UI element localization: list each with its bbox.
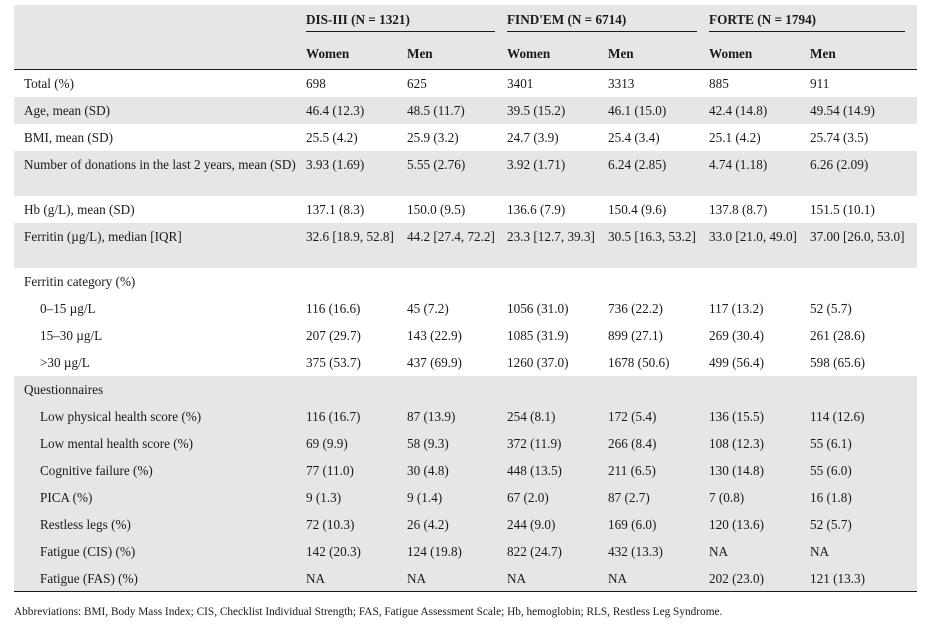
table-cell: 1056 (31.0) — [507, 300, 569, 316]
table-cell: NA — [407, 565, 507, 592]
table-cell — [407, 376, 507, 403]
table-cell: 822 (24.7) — [507, 538, 608, 565]
table-cell: 45 (7.2) — [407, 300, 449, 316]
table-row — [14, 295, 917, 322]
table-cell — [709, 376, 810, 403]
table-cell: 499 (56.4) — [709, 354, 764, 370]
table-row — [14, 430, 917, 457]
table-row — [14, 97, 917, 124]
table-cell: 3401 — [507, 76, 534, 91]
table-cell: 151.5 (10.1) — [810, 201, 875, 217]
row-label: PICA (%) — [14, 484, 306, 511]
table-row — [14, 565, 917, 592]
sex-header: Men — [608, 37, 709, 70]
row-label: Cognitive failure (%) — [14, 457, 306, 484]
table-cell: 55 (6.0) — [810, 457, 917, 484]
table-row — [14, 376, 917, 403]
table-row — [14, 322, 917, 349]
table-cell: 911 — [810, 76, 830, 91]
table-cell: 625 — [407, 76, 427, 91]
table-cell: 7 (0.8) — [709, 484, 810, 511]
table-cell: 254 (8.1) — [507, 403, 608, 430]
table-cell: 116 (16.7) — [306, 403, 407, 430]
header-sex-row — [14, 37, 917, 70]
table-cell: 55 (6.1) — [810, 430, 917, 457]
table-cell: 137.8 (8.7) — [709, 201, 768, 217]
table-cell: 30 (4.8) — [407, 457, 507, 484]
sex-header: Men — [810, 37, 917, 70]
table-cell: 46.4 (12.3) — [306, 97, 407, 124]
table-cell: 25.9 (3.2) — [407, 129, 459, 145]
table-cell: 169 (6.0) — [608, 511, 709, 538]
table-cell: 24.7 (3.9) — [507, 129, 559, 145]
table-cell: 116 (16.6) — [306, 300, 361, 316]
table-row — [14, 511, 917, 538]
table-cell: 211 (6.5) — [608, 457, 709, 484]
table-cell: 136 (15.5) — [709, 403, 810, 430]
table-row — [14, 124, 917, 151]
table-cell: 25.74 (3.5) — [810, 129, 869, 145]
table-cell: 16 (1.8) — [810, 484, 917, 511]
table-cell: 1678 (50.6) — [608, 354, 670, 370]
table-cell: 244 (9.0) — [507, 511, 608, 538]
header-group-row — [14, 5, 917, 37]
table-cell — [407, 268, 507, 295]
table-cell: 30.5 [16.3, 53.2] — [608, 223, 709, 268]
table-cell: NA — [709, 538, 810, 565]
table-cell: 1085 (31.9) — [507, 327, 569, 343]
table-cell: 1260 (37.0) — [507, 354, 569, 370]
table-cell: 58 (9.3) — [407, 430, 507, 457]
table-row — [14, 70, 917, 97]
row-label: Ferritin (µg/L), median [IQR] — [14, 223, 306, 268]
table-cell: 698 — [306, 76, 326, 91]
sex-header: Men — [407, 37, 507, 70]
table-cell: 52 (5.7) — [810, 511, 917, 538]
sex-header: Women — [306, 37, 407, 70]
table-row — [14, 151, 917, 196]
table-cell: 261 (28.6) — [810, 327, 865, 343]
table-cell: 372 (11.9) — [507, 430, 608, 457]
table-cell: 120 (13.6) — [709, 511, 810, 538]
table-cell: 3313 — [608, 76, 635, 91]
table-cell: 32.6 [18.9, 52.8] — [306, 223, 407, 268]
table-cell: 42.4 (14.8) — [709, 97, 810, 124]
table-cell: 3.92 (1.71) — [507, 151, 608, 196]
donor-characteristics-table — [14, 5, 917, 592]
table-cell: 121 (13.3) — [810, 565, 917, 592]
table-row — [14, 223, 917, 268]
table-cell: 136.6 (7.9) — [507, 201, 566, 217]
table-cell: 48.5 (11.7) — [407, 97, 507, 124]
table-cell: 266 (8.4) — [608, 430, 709, 457]
row-label: Fatigue (CIS) (%) — [14, 538, 306, 565]
table-cell: 143 (22.9) — [407, 327, 462, 343]
table-cell: 598 (65.6) — [810, 354, 865, 370]
table-cell: 5.55 (2.76) — [407, 151, 507, 196]
table-row — [14, 457, 917, 484]
table-cell — [810, 376, 917, 403]
sex-header: Women — [507, 37, 608, 70]
table-cell: 77 (11.0) — [306, 457, 407, 484]
row-label: Questionnaires — [14, 376, 306, 403]
table-cell: 67 (2.0) — [507, 484, 608, 511]
table-cell: 26 (4.2) — [407, 511, 507, 538]
table-cell: 202 (23.0) — [709, 565, 810, 592]
table-cell: 87 (13.9) — [407, 403, 507, 430]
group-header-forte: FORTE (N = 1794) — [709, 5, 917, 37]
table-cell: 375 (53.7) — [306, 354, 361, 370]
table-cell: 33.0 [21.0, 49.0] — [709, 223, 810, 268]
table-cell: 269 (30.4) — [709, 327, 764, 343]
table-row — [14, 268, 917, 295]
table-row — [14, 349, 917, 376]
table-cell: 87 (2.7) — [608, 484, 709, 511]
table-row — [14, 484, 917, 511]
table-cell: 25.5 (4.2) — [306, 129, 358, 145]
table-cell: 117 (13.2) — [709, 300, 764, 316]
table-cell: 9 (1.4) — [407, 484, 507, 511]
table-cell: 142 (20.3) — [306, 538, 407, 565]
table-cell: 172 (5.4) — [608, 403, 709, 430]
group-header-findem: FIND'EM (N = 6714) — [507, 5, 709, 37]
row-label: Low mental health score (%) — [14, 430, 306, 457]
table-row — [14, 403, 917, 430]
table-cell: 130 (14.8) — [709, 457, 810, 484]
table-cell: 23.3 [12.7, 39.3] — [507, 223, 608, 268]
table-cell: 37.00 [26.0, 53.0] — [810, 223, 917, 268]
table-cell: 736 (22.2) — [608, 300, 663, 316]
row-label: >30 µg/L — [40, 354, 90, 370]
table-cell: 437 (69.9) — [407, 354, 462, 370]
table-cell: 69 (9.9) — [306, 430, 407, 457]
table-cell: NA — [507, 565, 608, 592]
table-cell: 9 (1.3) — [306, 484, 407, 511]
row-label: Fatigue (FAS) (%) — [14, 565, 306, 592]
table-cell: 25.1 (4.2) — [709, 129, 761, 145]
row-label: Age, mean (SD) — [14, 97, 306, 124]
table-cell — [507, 376, 608, 403]
row-label: 15–30 µg/L — [40, 327, 103, 343]
row-label: Number of donations in the last 2 years, mean (SD) — [14, 151, 306, 196]
table-cell: 150.4 (9.6) — [608, 201, 667, 217]
table-cell — [608, 268, 709, 295]
table-cell: 448 (13.5) — [507, 457, 608, 484]
table-cell: 4.74 (1.18) — [709, 151, 810, 196]
table-cell — [810, 268, 917, 295]
row-label: Ferritin category (%) — [24, 273, 136, 289]
table-row — [14, 196, 917, 223]
table-cell: 114 (12.6) — [810, 403, 917, 430]
table-cell — [507, 268, 608, 295]
row-label: Hb (g/L), mean (SD) — [24, 201, 135, 217]
table-cell: NA — [810, 538, 917, 565]
table-cell: 6.26 (2.09) — [810, 151, 917, 196]
header-blank-cell — [14, 37, 306, 70]
table-cell: 39.5 (15.2) — [507, 97, 608, 124]
table-cell: NA — [608, 565, 709, 592]
header-blank-cell — [14, 5, 306, 37]
group-header-dis-iii: DIS-III (N = 1321) — [306, 5, 507, 37]
table-cell: 432 (13.3) — [608, 538, 709, 565]
table-row — [14, 538, 917, 565]
row-label: 0–15 µg/L — [40, 300, 96, 316]
table-cell: 49.54 (14.9) — [810, 97, 917, 124]
table-cell: 207 (29.7) — [306, 327, 361, 343]
row-label: Restless legs (%) — [14, 511, 306, 538]
table-cell: 46.1 (15.0) — [608, 97, 709, 124]
table-cell: 885 — [709, 76, 729, 91]
table-cell: 72 (10.3) — [306, 511, 407, 538]
table-cell: 52 (5.7) — [810, 300, 852, 316]
row-label: Total (%) — [24, 76, 74, 91]
table-cell: 44.2 [27.4, 72.2] — [407, 223, 507, 268]
table-cell: 137.1 (8.3) — [306, 201, 365, 217]
table-cell — [608, 376, 709, 403]
table-cell: 3.93 (1.69) — [306, 151, 407, 196]
table-cell: 25.4 (3.4) — [608, 129, 660, 145]
table-cell: 108 (12.3) — [709, 430, 810, 457]
table-cell — [306, 376, 407, 403]
table-cell: NA — [306, 565, 407, 592]
table-cell: 899 (27.1) — [608, 327, 663, 343]
table-cell: 150.0 (9.5) — [407, 201, 466, 217]
table-cell: 6.24 (2.85) — [608, 151, 709, 196]
table-cell — [709, 268, 810, 295]
row-label: Low physical health score (%) — [14, 403, 306, 430]
table-cell — [306, 268, 407, 295]
table-footnote: Abbreviations: BMI, Body Mass Index; CIS, Checklist Individual Strength; FAS, Fatigue Assessment Scale; Hb, hemoglobin; RLS, Restless Leg Syndrome. — [14, 606, 723, 618]
sex-header: Women — [709, 37, 810, 70]
row-label: BMI, mean (SD) — [24, 129, 114, 145]
table-cell: 124 (19.8) — [407, 538, 507, 565]
